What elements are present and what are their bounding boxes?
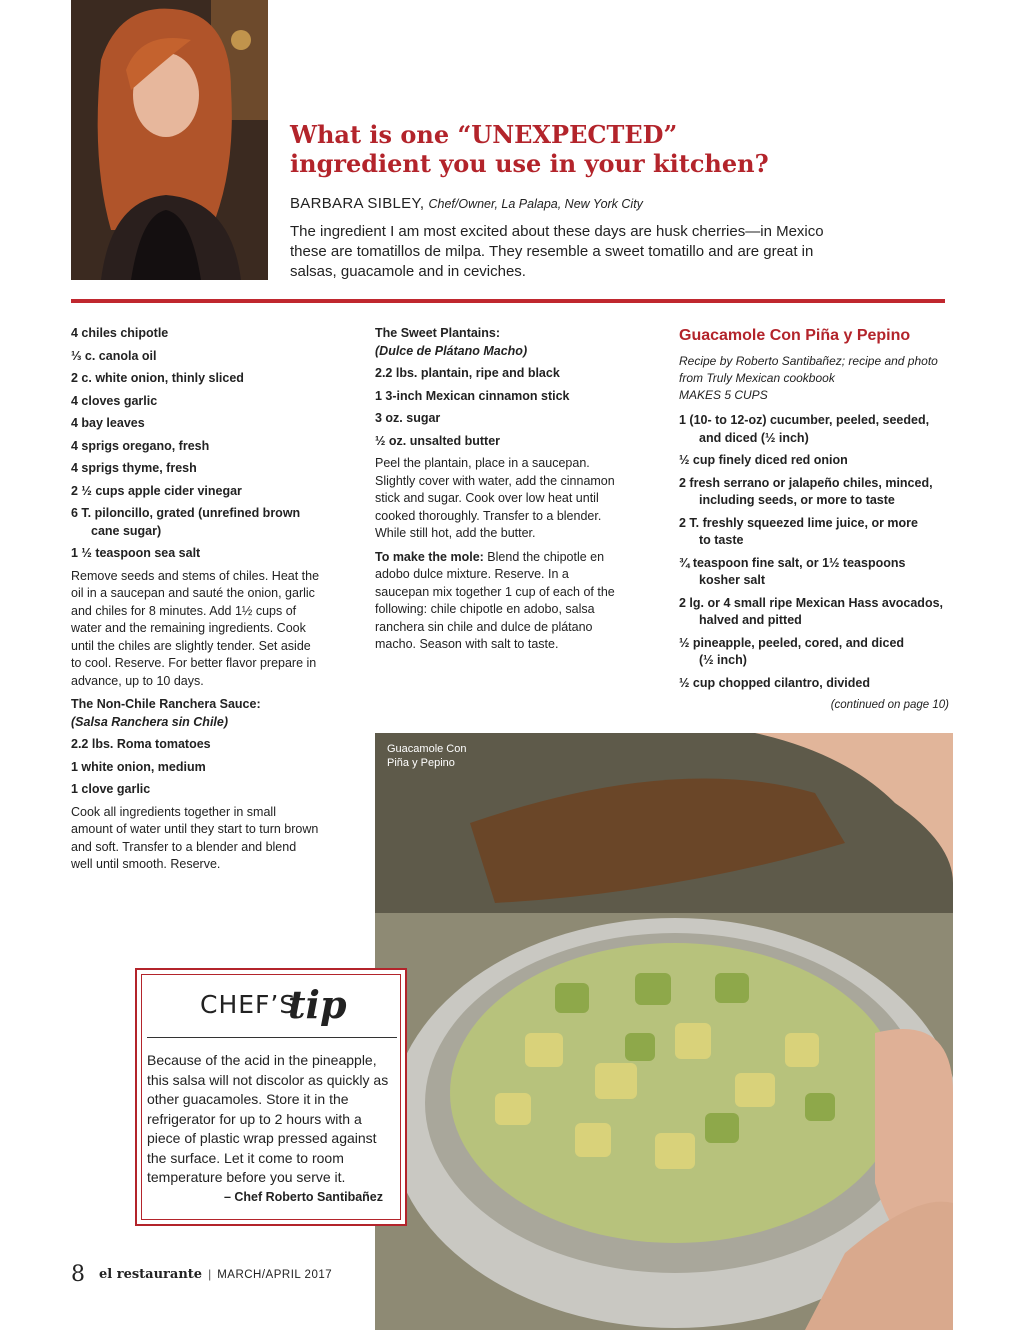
- recipe-column-2: [375, 325, 625, 660]
- method-text: Cook all ingredients together in small amount of water until they start to turn brown and soft. Transfer to a blender and blend well until smooth. Reserve.: [71, 804, 319, 871]
- sauce-subtitle: (Salsa Ranchera sin Chile): [71, 714, 229, 729]
- chef-name: BARBARA SIBLEY,: [290, 195, 425, 212]
- ingredient-line: halved and pitted: [699, 613, 802, 627]
- interview-answer: The ingredient I am most excited about these days are husk cherries—in Mexico these are tomatillos de milpa. They resemble a sweet tomatillo and are great in salsas, guacamole and in ceviches.: [290, 223, 824, 280]
- credit-line: from Truly Mexican cookbook: [679, 371, 835, 385]
- ingredient-line: kosher salt: [699, 573, 766, 587]
- recipe-title: Guacamole Con Piña y Pepino: [679, 327, 911, 344]
- ingredient-line: ¾ teaspoon fine salt, or 1½ teaspoons: [679, 555, 906, 570]
- photo-caption: [387, 742, 507, 770]
- ingredient-line: 6 T. piloncillo, grated (unrefined brown: [71, 506, 301, 520]
- ingredient-line: 1 (10- to 12-oz) cucumber, peeled, seeded,: [679, 413, 930, 427]
- footer-separator: |: [208, 1267, 212, 1281]
- question-line-2: ingredient you use in your kitchen?: [290, 149, 769, 178]
- tip-script-word: tip: [288, 982, 347, 1027]
- ingredient: 4 sprigs thyme, fresh: [71, 461, 197, 475]
- tip-underline: [147, 1037, 397, 1038]
- ingredient: 2.2 lbs. Roma tomatoes: [71, 737, 211, 751]
- ingredient-line: 2 fresh serrano or jalapeño chiles, minced,: [679, 475, 933, 490]
- ingredient: 4 bay leaves: [71, 416, 145, 430]
- ingredient: ½ cup finely diced red onion: [679, 453, 848, 467]
- ingredient-line: ½ pineapple, peeled, cored, and diced: [679, 635, 905, 650]
- ingredient-line: and diced (½ inch): [699, 430, 809, 445]
- sauce-title: The Non-Chile Ranchera Sauce:: [71, 697, 261, 711]
- interview-question: [290, 120, 930, 178]
- recipe-column-3: [679, 325, 949, 715]
- ingredient-line: 2 T. freshly squeezed lime juice, or more: [679, 515, 918, 530]
- byline: [290, 195, 930, 212]
- ingredient: ⅓ c. canola oil: [71, 348, 157, 363]
- plantain-subtitle: (Dulce de Plátano Macho): [375, 343, 528, 358]
- ingredient: [679, 412, 949, 447]
- method-text: Peel the plantain, place in a saucepan. Slightly cover with water, add the cinnamon stick and sugar. Cook over low heat until cooked thoroughly. Transfer to a blender. While still hot, add the butter.: [375, 456, 615, 540]
- ingredient: 2 c. white onion, thinly sliced: [71, 371, 244, 385]
- ingredient: 2.2 lbs. plantain, ripe and black: [375, 366, 560, 380]
- ingredient: 1 3-inch Mexican cinnamon stick: [375, 388, 570, 403]
- ingredient: [679, 595, 949, 630]
- mole-instructions: [375, 549, 625, 654]
- ingredient: [679, 475, 949, 510]
- ingredient-line: including seeds, or more to taste: [699, 493, 895, 507]
- credit-line: Recipe by Roberto Santibañez; recipe and photo: [679, 354, 938, 368]
- caption-line: Guacamole Con: [387, 743, 467, 755]
- page-footer: [71, 1262, 332, 1287]
- mole-lead: To make the mole:: [375, 549, 484, 564]
- tip-heading: CHEF’S: [200, 990, 297, 1019]
- caption-line: Piña y Pepino: [387, 757, 455, 769]
- ingredient: 4 chiles chipotle: [71, 326, 169, 340]
- ingredient: 1 clove garlic: [71, 782, 151, 796]
- ingredient: [679, 555, 949, 590]
- ingredient: 1 ½ teaspoon sea salt: [71, 546, 201, 560]
- tip-signature: – Chef Roberto Santibañez: [223, 1190, 383, 1204]
- page-number: 8: [71, 1262, 85, 1287]
- recipe-column-1: [71, 325, 321, 880]
- issue-date: MARCH/APRIL 2017: [217, 1269, 333, 1281]
- ingredient-line: to taste: [699, 533, 744, 547]
- guacamole-photo: [375, 733, 953, 1330]
- ingredient: [71, 505, 321, 540]
- chef-role: Chef/Owner, La Palapa, New York City: [428, 197, 643, 211]
- ingredient-line: 2 lg. or 4 small ripe Mexican Hass avocados,: [679, 595, 944, 610]
- recipe-credit: [679, 353, 949, 404]
- ingredient-line: cane sugar): [91, 523, 162, 538]
- chef-portrait: [71, 0, 268, 280]
- ingredient: 1 white onion, medium: [71, 759, 206, 774]
- ingredient: 4 sprigs oregano, fresh: [71, 438, 210, 453]
- ingredient: 3 oz. sugar: [375, 411, 441, 425]
- ingredient: [679, 635, 949, 670]
- ingredient: 2 ½ cups apple cider vinegar: [71, 483, 242, 498]
- ingredient: ½ oz. unsalted butter: [375, 433, 501, 448]
- ingredient: ½ cup chopped cilantro, divided: [679, 675, 870, 690]
- recipe-yield: MAKES 5 CUPS: [679, 388, 768, 402]
- ingredient-line: (½ inch): [699, 653, 747, 667]
- tip-text: Because of the acid in the pineapple, this salsa will not discolor as quickly as other guacamoles. Store it in the refrigerator for up to 2 hours with a piece of plastic wrap pressed against the surface. Let it come to room temperature before you serve it.: [147, 1052, 389, 1185]
- continued-note: (continued on page 10): [830, 699, 949, 711]
- ingredient: 4 cloves garlic: [71, 393, 158, 408]
- ingredient: [679, 515, 949, 550]
- mole-text: Blend the chipotle en adobo dulce mixture. Reserve. In a saucepan mix together 1 cup of each of the following: chile chipotle en adobo, salsa ranchera sin chile and dulce de plátano macho. Season with salt to taste.: [375, 549, 615, 651]
- magazine-name: el restaurante: [99, 1267, 203, 1282]
- plantain-title: The Sweet Plantains:: [375, 326, 501, 340]
- method-text: Remove seeds and stems of chiles. Heat the oil in a saucepan and sauté the onion, garlic and chiles for 8 minutes. Add 1½ cups of water and the remaining ingredients. Cook until the chiles are slightly tender. Set aside to cool. Reserve. For better flavor prepare in advance, up to 10 days.: [71, 568, 320, 688]
- section-divider: [71, 299, 945, 303]
- question-line-1: What is one “UNEXPECTED”: [290, 120, 678, 149]
